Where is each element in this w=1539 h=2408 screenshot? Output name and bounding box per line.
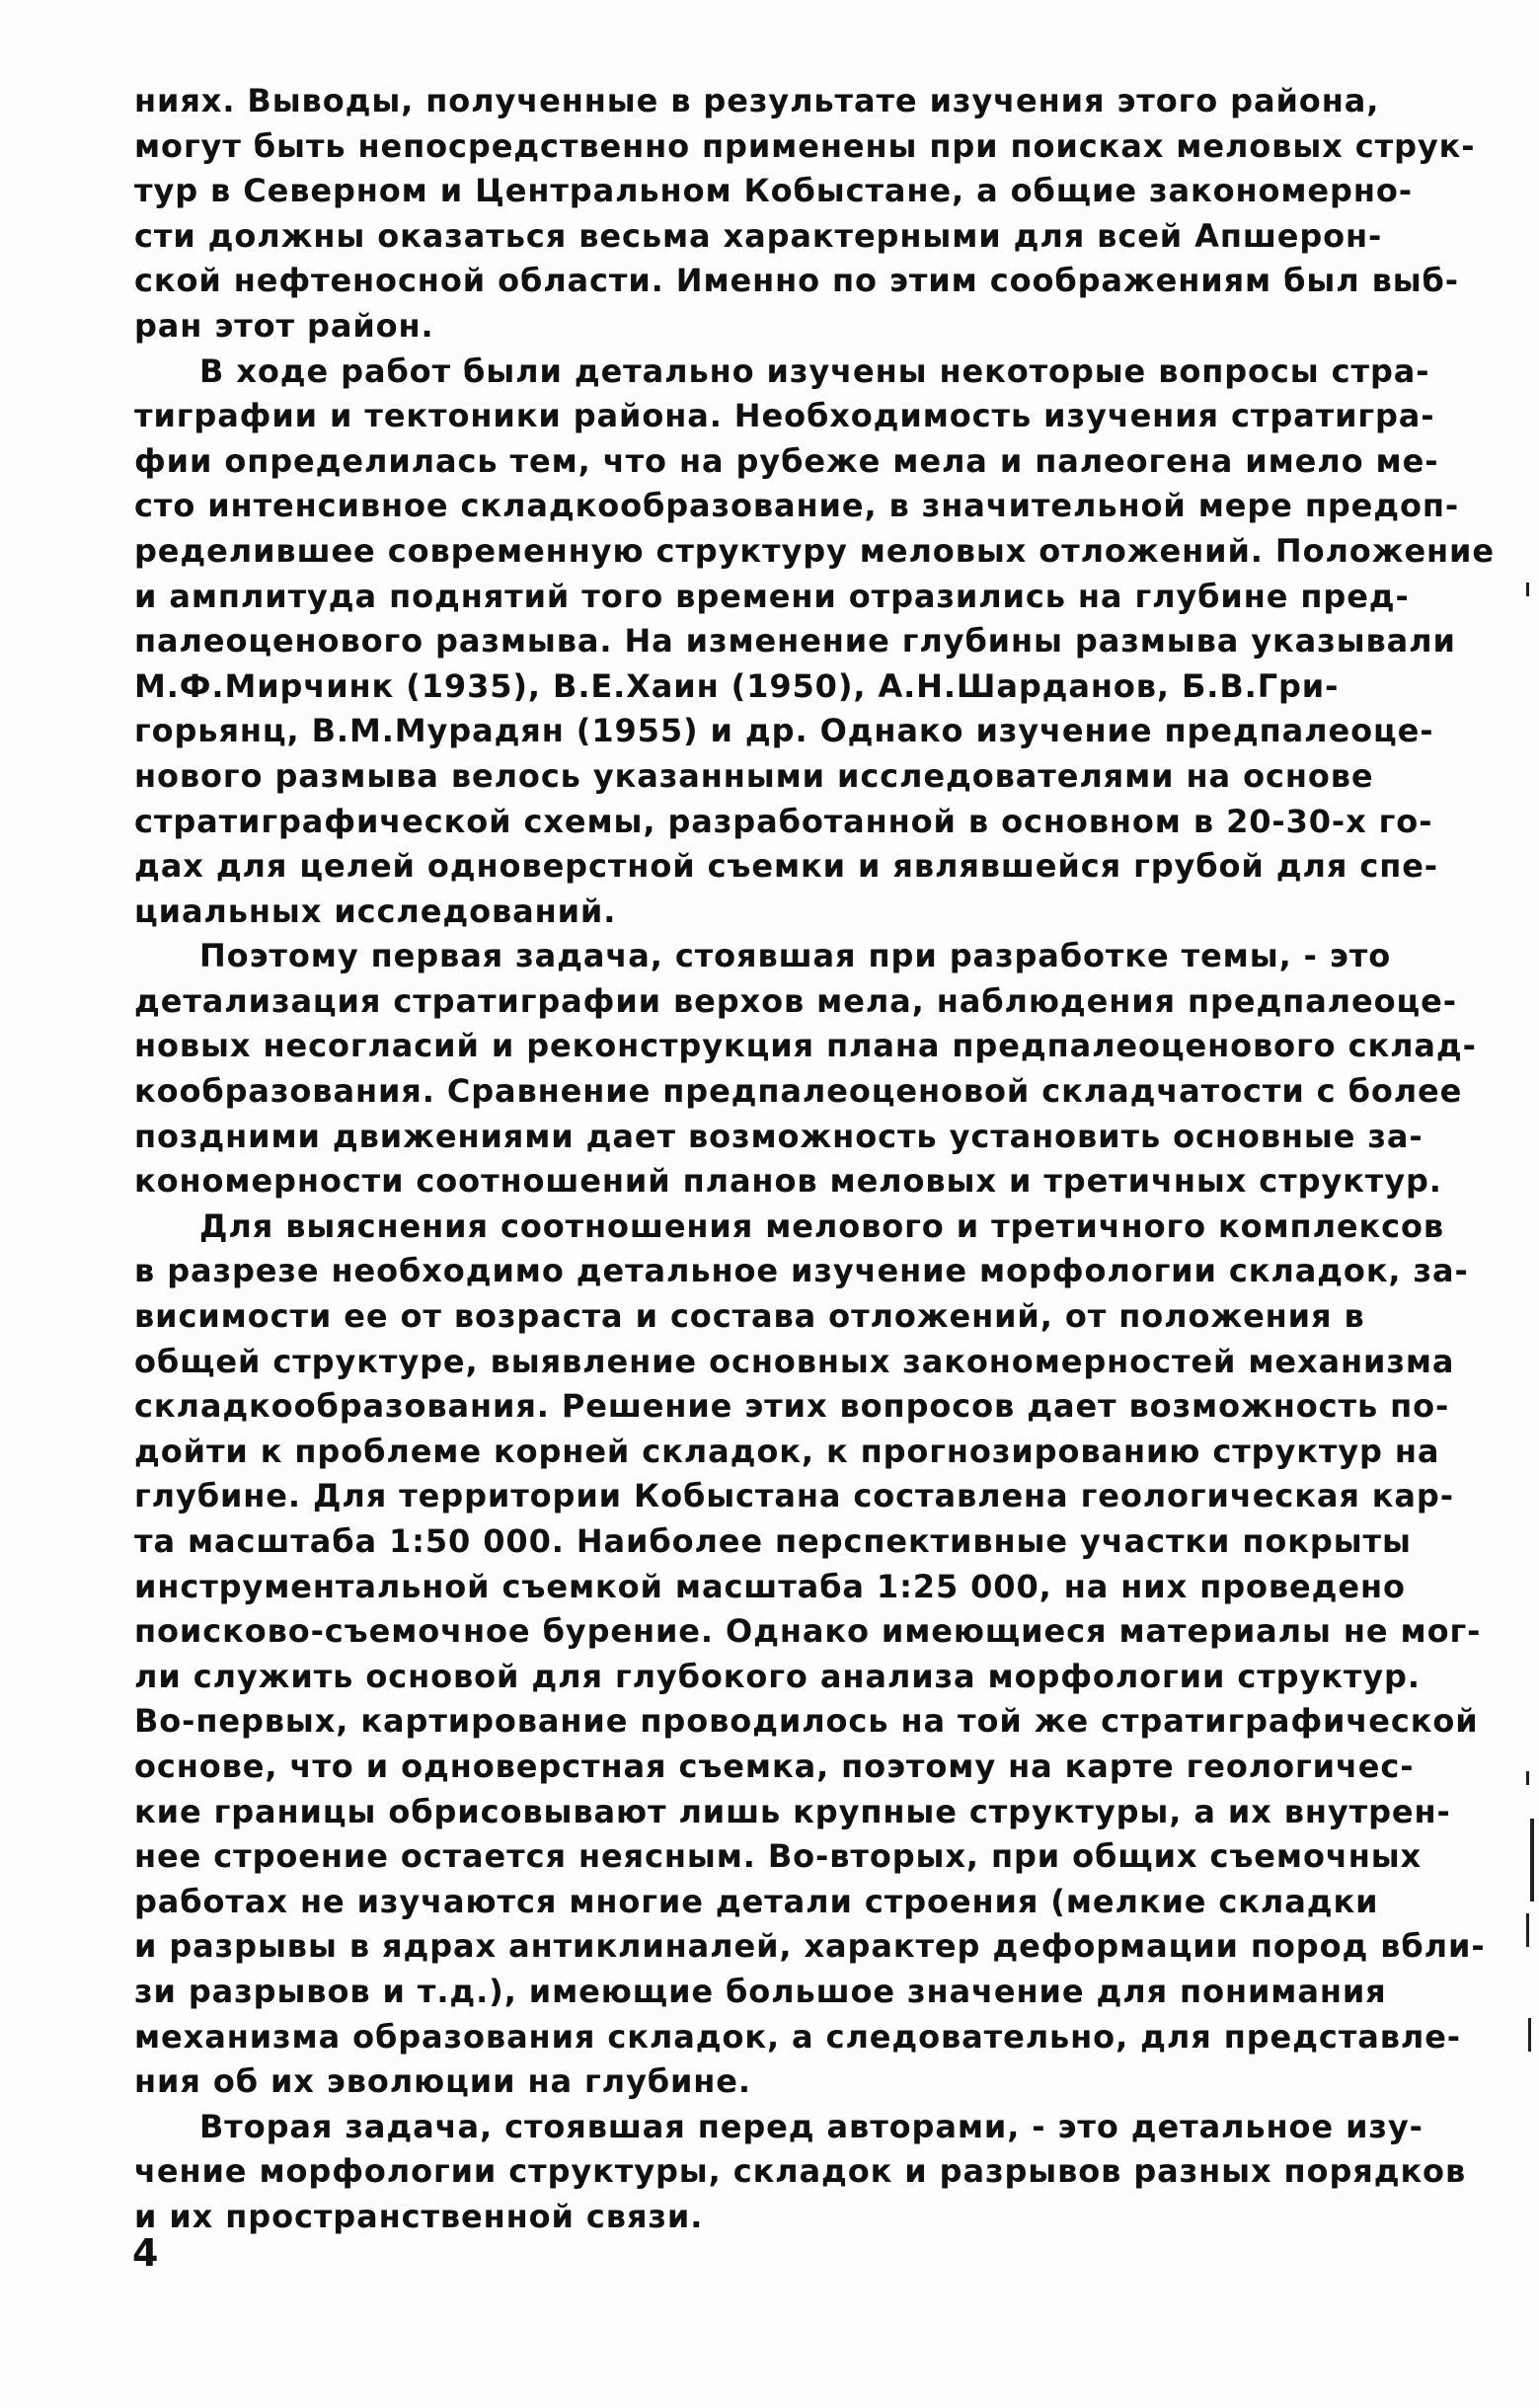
paragraph-start-line: Поэтому первая задача, стоявшая при разработке темы, - это [199,937,1392,975]
text-line: циальных исследований. [134,892,617,930]
page-number: 4 [132,2231,159,2275]
text-line: ния об их эволюции на глубине. [134,2062,751,2101]
text-line: ниях. Выводы, полученные в результате изучения этого района, [134,82,1380,119]
text-line: ределившее современную структуру меловых отложений. Положение [134,531,1495,570]
text-line: и разрывы в ядрах антиклиналей, характер деформации пород вбли- [134,1927,1486,1966]
margin-mark [1530,1819,1534,1902]
text-line: нового размыва велось указанными исследователями на основе [134,756,1374,795]
text-line: поисково-съемочное бурение. Однако имеющиеся материалы не мог- [134,1612,1482,1651]
text-line: инструментальной съемкой масштаба 1:25 000, на них проведено [134,1567,1406,1605]
margin-mark [1528,2018,1531,2052]
text-line: детализация стратиграфии верхов мела, наблюдения предпалеоце- [134,981,1457,1020]
text-line: стратиграфической схемы, разработанной в основном в 20-30-х го- [134,802,1433,840]
text-line: висимости ее от возраста и состава отложений, от положения в [134,1297,1365,1336]
text-line: основе, что и одноверстная съемка, поэтому на карте геологичес- [134,1747,1415,1785]
text-line: тур в Северном и Центральном Кобыстане, а общие закономерно- [134,172,1413,210]
text-line: новых несогласий и реконструкция плана предпалеоценового склад- [134,1027,1477,1065]
paragraph-start-line: Вторая задача, стоявшая перед авторами, - это детальное изу- [199,2107,1424,2145]
text-line: кие границы обрисовывают лишь крупные структуры, а их внутрен- [134,1792,1451,1830]
margin-mark [1526,1771,1529,1785]
text-line: М.Ф.Мирчинк (1935), В.Е.Хаин (1950), А.Н.Шарданов, Б.В.Гри- [134,666,1340,705]
text-line: фии определилась тем, что на рубеже мела и палеогена имело ме- [134,441,1439,480]
text-line: глубине. Для территории Кобыстана составлена геологическая кар- [134,1477,1454,1515]
text-line: ской нефтеносной области. Именно по этим соображениям был выб- [134,262,1459,300]
text-line: и амплитуда поднятий того времени отразились на глубине пред- [134,577,1410,615]
text-line: могут быть непосредственно применены при поисках меловых струк- [134,126,1476,165]
body-text [134,79,1516,2240]
text-line: дойти к проблеме корней складок, к прогнозированию структур на [134,1432,1440,1470]
text-line: ли служить основой для глубокого анализа морфологии структур. [134,1657,1421,1695]
text-line: складкообразования. Решение этих вопросов дает возможность по- [134,1387,1450,1426]
margin-mark [1526,1913,1529,1947]
text-line: работах не изучаются многие детали строения (мелкие складки [134,1882,1379,1920]
paragraph-start-line: Для выяснения соотношения мелового и третичного комплексов [199,1206,1445,1245]
text-line: дах для целей одноверстной съемки и являвшейся грубой для спе- [134,847,1438,886]
text-line: зи разрывов и т.д.), имеющие большое значение для понимания [134,1972,1387,2010]
text-line: кообразования. Сравнение предпалеоценовой складчатости с более [134,1072,1463,1111]
text-line: общей структуре, выявление основных закономерностей механизма [134,1342,1455,1380]
text-line: сто интенсивное складкообразование, в значительной мере предоп- [134,487,1460,525]
text-line: горьянц, В.М.Мурадян (1955) и др. Однако изучение предпалеоце- [134,712,1434,750]
text-line: механизма образования складок, а следовательно, для представле- [134,2017,1461,2056]
text-line: нее строение остается неясным. Во-вторых, при общих съемочных [134,1837,1423,1876]
paragraph-start-line: В ходе работ были детально изучены некоторые вопросы стра- [199,351,1430,390]
text-line: в разрезе необходимо детальное изучение морфологии складок, за- [134,1252,1469,1290]
text-line: кономерности соотношений планов меловых и третичных структур. [134,1162,1442,1201]
text-line: чение морфологии структуры, складок и разрывов разных порядков [134,2152,1467,2191]
text-line: ран этот район. [134,306,434,345]
text-line: тиграфии и тектоники района. Необходимость изучения стратигра- [134,397,1435,435]
text-line: сти должны оказаться весьма характерными для всей Апшерон- [134,216,1383,255]
text-line: палеоценового размыва. На изменение глубины размыва указывали [134,622,1456,660]
text-line: поздними движениями дает возможность установить основные за- [134,1117,1424,1155]
text-line: Во-первых, картирование проводилось на той же стратиграфической [134,1702,1479,1741]
text-line: та масштаба 1:50 000. Наиболее перспективные участки покрыты [134,1522,1412,1560]
margin-mark [1526,583,1529,596]
text-line: и их пространственной связи. [134,2197,704,2235]
